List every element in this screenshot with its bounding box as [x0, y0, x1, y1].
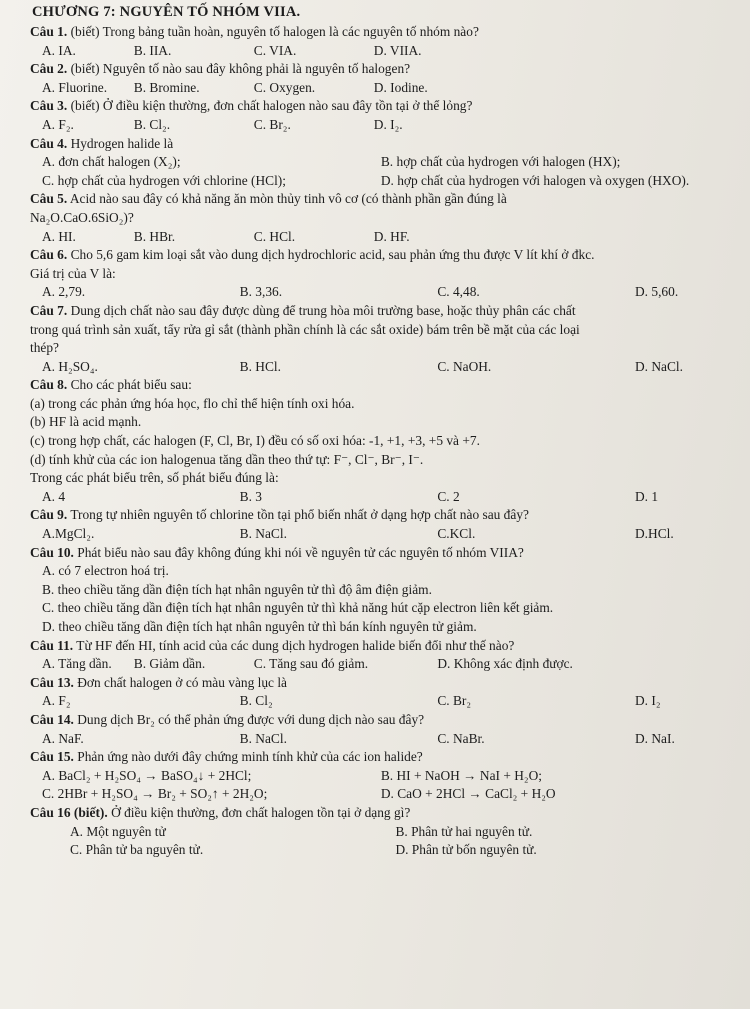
question-15	[30, 748, 736, 804]
question-13	[30, 674, 736, 711]
option-b: B. hợp chất của hydrogen với halogen (HX);	[380, 154, 621, 170]
question-number: Câu 13.	[30, 674, 74, 690]
option-c: C. Br₂	[437, 693, 472, 709]
option-c: C. Oxygen.	[253, 79, 316, 95]
option-a: A. có 7 electron hoá trị.	[42, 563, 169, 579]
question-3	[30, 97, 736, 134]
question-number: Câu 14.	[30, 711, 74, 727]
question-14	[30, 711, 736, 748]
question-text-continued: trong quá trình sản xuất, tẩy rửa gỉ sắt (thành phần chính là các sắt oxide) bám trên bề mặt của các loại	[30, 321, 580, 337]
option-b: B. NaCl.	[239, 730, 287, 746]
question-7	[30, 302, 736, 376]
option-c: C. hợp chất của hydrogen với chlorine (HCl);	[42, 172, 286, 188]
option-b: B. Phân tử hai nguyên tử.	[395, 823, 533, 839]
option-b: B. HI + NaOH → NaI + H₂O;	[380, 767, 542, 783]
option-b: B. Bromine.	[133, 79, 200, 95]
question-16	[30, 804, 736, 860]
question-6	[30, 246, 736, 302]
question-text: Hydrogen halide là	[67, 135, 174, 151]
option-b: B. 3	[239, 488, 262, 504]
question-number: Câu 4.	[30, 135, 68, 151]
option-d: D. NaCl.	[635, 358, 683, 374]
question-ask: Trong các phát biểu trên, số phát biểu đúng là:	[30, 470, 279, 486]
question-number: Câu 6.	[30, 247, 68, 263]
option-a: A. HI.	[42, 228, 76, 244]
option-d: D. I₂.	[373, 116, 403, 132]
statement-b: (b) HF là acid mạnh.	[30, 414, 142, 430]
option-d: D. CaO + 2HCl → CaCl₂ + H₂O	[380, 786, 556, 802]
question-text: (biết) Trong bảng tuần hoàn, nguyên tố halogen là các nguyên tố nhóm nào?	[67, 24, 479, 39]
option-a: A. Tăng dần.	[42, 656, 112, 672]
question-number: Câu 10.	[30, 544, 74, 560]
option-b: B. IIA.	[133, 42, 172, 58]
option-a: A.MgCl₂.	[42, 526, 95, 542]
option-a: A. 4	[42, 488, 66, 504]
question-text: (biết) Nguyên tố nào sau đây không phải là nguyên tố halogen?	[67, 61, 411, 77]
question-text-continued: Giá trị của V là:	[30, 265, 116, 281]
option-b: B. HBr.	[133, 228, 176, 244]
question-text-continued-2: thép?	[30, 340, 59, 356]
option-c: C.KCl.	[437, 526, 476, 542]
option-a: A. đơn chất halogen (X₂);	[42, 154, 181, 170]
question-number: Câu 15.	[30, 749, 74, 765]
option-d: D.HCl.	[635, 526, 674, 542]
option-a: A. NaF.	[42, 730, 84, 746]
option-a: A. F₂.	[42, 116, 74, 132]
option-d: D. 1	[635, 488, 659, 504]
option-d: D. Không xác định được.	[437, 656, 573, 672]
question-text: Cho các phát biểu sau:	[67, 377, 192, 393]
option-b: B. theo chiều tăng dần điện tích hạt nhân nguyên tử thì độ âm điện giảm.	[42, 581, 432, 597]
question-number: Câu 5.	[30, 191, 68, 207]
statement-d: (d) tính khử của các ion halogenua tăng dần theo thứ tự: F⁻, Cl⁻, Br⁻, I⁻.	[30, 451, 424, 467]
question-number: Câu 7.	[30, 302, 68, 318]
option-a: A. BaCl₂ + H₂SO₄ → BaSO₄↓ + 2HCl;	[42, 767, 252, 783]
question-text: Đơn chất halogen ở có màu vàng lục là	[73, 674, 287, 690]
question-text: Dung dịch Br₂ có thể phản ứng được với dung dịch nào sau đây?	[73, 711, 425, 727]
option-c: C. NaBr.	[437, 730, 485, 746]
question-text: Acid nào sau đây có khả năng ăn mòn thủy tinh vô cơ (có thành phần gần đúng là	[67, 191, 507, 207]
option-c: C. NaOH.	[437, 358, 492, 374]
option-b: B. Cl₂.	[133, 116, 171, 132]
option-c: C. Br₂.	[253, 116, 291, 132]
option-d: D. hợp chất của hydrogen với halogen và oxygen (HXO).	[380, 172, 690, 188]
option-b: B. 3,36.	[239, 284, 283, 300]
option-c: C. theo chiều tăng dần điện tích hạt nhân nguyên tử thì khả năng hút cặp electron liên kết giảm.	[42, 600, 554, 616]
option-c: C. Tăng sau đó giảm.	[253, 656, 369, 672]
question-4	[30, 135, 736, 191]
question-5	[30, 190, 736, 246]
question-text: Phát biểu nào sau đây không đúng khi nói về nguyên tử các nguyên tố nhóm VIIA?	[73, 544, 524, 560]
question-11	[30, 637, 736, 674]
question-number: Câu 2.	[30, 61, 68, 77]
option-d: D. Iodine.	[373, 79, 428, 95]
option-c: C. 2HBr + H₂SO₄ → Br₂ + SO₂↑ + 2H₂O;	[42, 786, 268, 802]
question-8	[30, 376, 736, 506]
statement-a: (a) trong các phản ứng hóa học, flo chỉ thể hiện tính oxi hóa.	[30, 395, 355, 411]
option-c: C. HCl.	[253, 228, 296, 244]
question-1	[30, 23, 736, 60]
question-text: Dung dịch chất nào sau đây được dùng để trung hòa môi trường base, hoặc thủy phân các chất	[67, 302, 576, 318]
option-d: D. NaI.	[635, 730, 675, 746]
question-number: Câu 9.	[30, 507, 68, 523]
option-c: C. VIA.	[253, 42, 297, 58]
option-c: C. 2	[437, 488, 460, 504]
question-text: Phản ứng nào dưới đây chứng minh tính khử của các ion halide?	[73, 749, 423, 765]
chapter-title: CHƯƠNG 7: NGUYÊN TỐ NHÓM VIIA.	[32, 4, 301, 20]
option-d: D. I₂	[635, 693, 661, 709]
question-text: Cho 5,6 gam kim loại sắt vào dung dịch hydrochloric acid, sau phản ứng thu được V lít khí ở đkc.	[67, 247, 595, 263]
option-d: D. 5,60.	[635, 284, 679, 300]
option-a: A. Fluorine.	[42, 79, 108, 95]
option-a: A. H₂SO₄.	[42, 358, 98, 374]
question-number: Câu 8.	[30, 377, 68, 393]
option-c: C. 4,48.	[437, 284, 480, 300]
option-a: A. Một nguyên tử	[70, 823, 166, 839]
question-number: Câu 3.	[30, 98, 68, 114]
question-text: Trong tự nhiên nguyên tố chlorine tồn tại phổ biến nhất ở dạng hợp chất nào sau đây?	[67, 507, 529, 523]
option-b: B. Cl₂	[239, 693, 273, 709]
option-c: C. Phân tử ba nguyên tử.	[70, 842, 204, 858]
question-10	[30, 544, 736, 637]
question-text-continued: Na₂O.CaO.6SiO₂)?	[30, 209, 134, 225]
option-a: A. 2,79.	[42, 284, 86, 300]
option-b: B. HCl.	[239, 358, 281, 374]
question-number: Câu 11.	[30, 637, 74, 653]
option-d: D. HF.	[373, 228, 410, 244]
option-a: A. F₂	[42, 693, 71, 709]
statement-c: (c) trong hợp chất, các halogen (F, Cl, Br, I) đều có số oxi hóa: -1, +1, +3, +5 và +7.	[30, 433, 480, 449]
question-text: Từ HF đến HI, tính acid của các dung dịch hydrogen halide biến đổi như thế nào?	[73, 637, 515, 653]
question-text: (biết) Ở điều kiện thường, đơn chất halogen nào sau đây tồn tại ở thể lỏng?	[67, 98, 473, 114]
question-text: Ở điều kiện thường, đơn chất halogen tồn tại ở dạng gì?	[107, 804, 411, 820]
option-b: B. Giảm dần.	[133, 656, 206, 672]
option-d: D. VIIA.	[373, 42, 422, 58]
question-2	[30, 60, 736, 97]
question-number: Câu 16 (biết).	[30, 804, 108, 820]
option-d: D. Phân tử bốn nguyên tử.	[395, 842, 537, 858]
question-9	[30, 506, 736, 543]
option-b: B. NaCl.	[239, 526, 287, 542]
question-number: Câu 1.	[30, 24, 68, 39]
option-a: A. IA.	[42, 42, 76, 58]
option-d: D. theo chiều tăng dần điện tích hạt nhân nguyên tử thì bán kính nguyên tử giảm.	[42, 619, 477, 634]
